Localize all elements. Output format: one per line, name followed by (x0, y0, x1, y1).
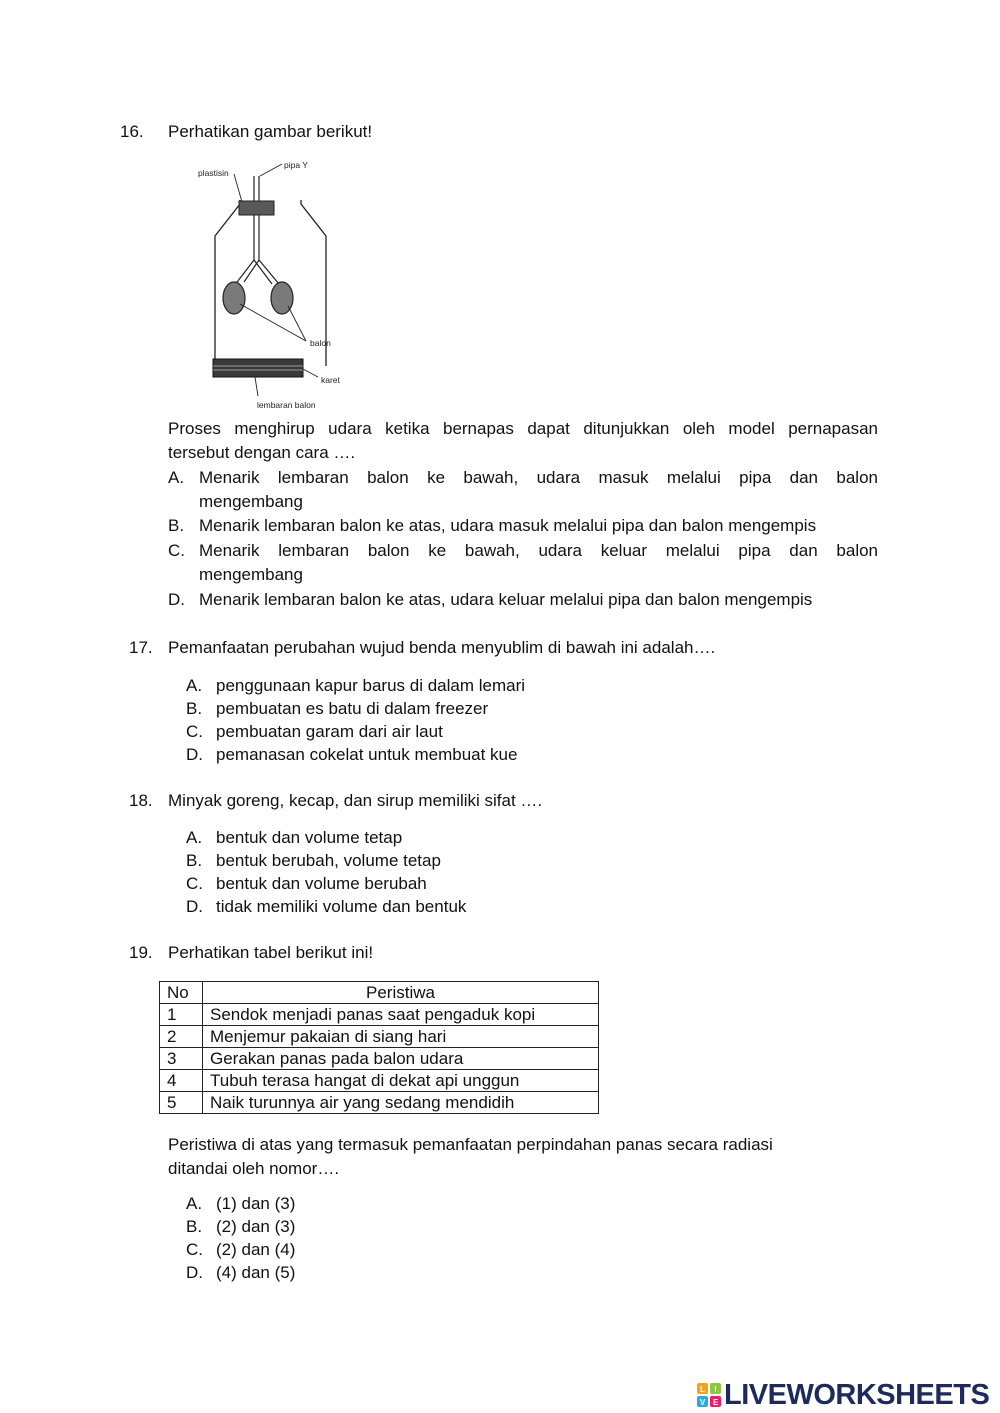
q17-stem: Pemanfaatan perubahan wujud benda menyublim di bawah ini adalah…. (168, 638, 716, 657)
respiratory-model-diagram (190, 156, 360, 416)
table-cell-peristiwa: Naik turunnya air yang sedang mendidih (203, 1092, 599, 1114)
q19-option-a-text[interactable]: (1) dan (3) (216, 1194, 296, 1213)
liveworksheets-logo[interactable] (697, 1377, 989, 1413)
table-header-no: No (160, 982, 203, 1004)
table-row (160, 1004, 599, 1026)
q19-option-a-letter[interactable]: A. (186, 1194, 203, 1213)
q16-option-a-text[interactable]: Menarik lembaran balon ke bawah, udara masuk melalui pipa dan balon (199, 468, 878, 487)
q17-number: 17. (129, 638, 153, 657)
q18-option-d-text[interactable]: tidak memiliki volume dan bentuk (216, 897, 467, 916)
liveworksheets-brand-text: LIVEWORKSHEETS (724, 1378, 990, 1411)
q19-option-d-letter[interactable]: D. (186, 1263, 203, 1282)
plastisin-plug (239, 201, 274, 215)
svg-text:L: L (700, 1385, 705, 1394)
svg-text:E: E (712, 1398, 719, 1407)
table-cell-no: 2 (160, 1026, 203, 1048)
leader-pipa-y (260, 164, 282, 176)
table-cell-no: 1 (160, 1004, 203, 1026)
table-row (160, 1092, 599, 1114)
label-balon: balon (310, 338, 331, 348)
svg-text:V: V (699, 1398, 706, 1407)
svg-text:I: I (714, 1385, 717, 1394)
leader-karet (303, 369, 318, 377)
q18-option-b-letter[interactable]: B. (186, 851, 203, 870)
q16-question-line2: tersebut dengan cara …. (168, 443, 356, 462)
q16-option-c-letter[interactable]: C. (168, 541, 185, 560)
q18-option-d-letter[interactable]: D. (186, 897, 203, 916)
table-cell-no: 3 (160, 1048, 203, 1070)
table-row (160, 1026, 599, 1048)
q17-option-d-text[interactable]: pemanasan cokelat untuk membuat kue (216, 745, 518, 764)
table-header-peristiwa: Peristiwa (203, 982, 599, 1004)
table-cell-no: 5 (160, 1092, 203, 1114)
q16-stem: Perhatikan gambar berikut! (168, 122, 373, 141)
label-plastisin: plastisin (198, 168, 229, 178)
table-header-row (160, 982, 599, 1004)
q16-option-d-letter[interactable]: D. (168, 590, 185, 609)
q19-number: 19. (129, 943, 153, 962)
balloon-sheet (213, 359, 303, 377)
balloon-left (223, 282, 245, 314)
q18-option-a-text[interactable]: bentuk dan volume tetap (216, 828, 403, 847)
q19-stem: Perhatikan tabel berikut ini! (168, 943, 374, 962)
pipe-branch-right (254, 260, 279, 284)
q18-stem: Minyak goreng, kecap, dan sirup memiliki sifat …. (168, 791, 543, 810)
q19-option-b-letter[interactable]: B. (186, 1217, 203, 1236)
q17-option-b-text[interactable]: pembuatan es batu di dalam freezer (216, 699, 489, 718)
liveworksheets-logo-icon (697, 1383, 721, 1407)
q19-option-c-letter[interactable]: C. (186, 1240, 203, 1259)
leader-lembaran (255, 377, 258, 396)
q17-option-b-letter[interactable]: B. (186, 699, 203, 718)
q16-number: 16. (120, 122, 144, 141)
table-row (160, 1070, 599, 1092)
q18-option-c-text[interactable]: bentuk dan volume berubah (216, 874, 427, 893)
q17-option-c-text[interactable]: pembuatan garam dari air laut (216, 722, 443, 741)
q16-option-b-letter[interactable]: B. (168, 516, 185, 535)
q16-option-b-text[interactable]: Menarik lembaran balon ke atas, udara masuk melalui pipa dan balon mengempis (199, 516, 817, 535)
q18-option-b-text[interactable]: bentuk berubah, volume tetap (216, 851, 441, 870)
q16-option-c-text[interactable]: Menarik lembaran balon ke bawah, udara keluar melalui pipa dan balon (199, 541, 878, 560)
q19-option-c-text[interactable]: (2) dan (4) (216, 1240, 296, 1259)
q16-option-c-text-cont[interactable]: mengembang (199, 565, 303, 584)
q19-question-line2: ditandai oleh nomor…. (168, 1159, 340, 1178)
q16-option-a-letter[interactable]: A. (168, 468, 185, 487)
q19-option-b-text[interactable]: (2) dan (3) (216, 1217, 296, 1236)
q18-number: 18. (129, 791, 153, 810)
q18-option-c-letter[interactable]: C. (186, 874, 203, 893)
leader-plastisin (234, 174, 242, 202)
q16-option-d-text[interactable]: Menarik lembaran balon ke atas, udara keluar melalui pipa dan balon mengempis (199, 590, 813, 609)
table-cell-peristiwa: Menjemur pakaian di siang hari (203, 1026, 599, 1048)
q19-question-line1: Peristiwa di atas yang termasuk pemanfaatan perpindahan panas secara radiasi (168, 1135, 773, 1154)
pipe-branch-left (234, 260, 259, 286)
q19-option-d-text[interactable]: (4) dan (5) (216, 1263, 296, 1282)
q16-option-a-text-cont[interactable]: mengembang (199, 492, 303, 511)
table-cell-peristiwa: Gerakan panas pada balon udara (203, 1048, 599, 1070)
label-karet: karet (321, 375, 340, 385)
q16-question-line1: Proses menghirup udara ketika bernapas dapat ditunjukkan oleh model pernapasan (168, 419, 878, 438)
peristiwa-table (159, 981, 599, 1114)
q18-option-a-letter[interactable]: A. (186, 828, 203, 847)
table-cell-peristiwa: Tubuh terasa hangat di dekat api unggun (203, 1070, 599, 1092)
q17-option-a-letter[interactable]: A. (186, 676, 203, 695)
q17-option-d-letter[interactable]: D. (186, 745, 203, 764)
q17-option-a-text[interactable]: penggunaan kapur barus di dalam lemari (216, 676, 526, 695)
table-cell-peristiwa: Sendok menjadi panas saat pengaduk kopi (203, 1004, 599, 1026)
label-pipa-y: pipa Y (284, 160, 308, 170)
q17-option-c-letter[interactable]: C. (186, 722, 203, 741)
table-cell-no: 4 (160, 1070, 203, 1092)
label-lembaran-balon: lembaran balon (257, 400, 316, 410)
table-row (160, 1048, 599, 1070)
